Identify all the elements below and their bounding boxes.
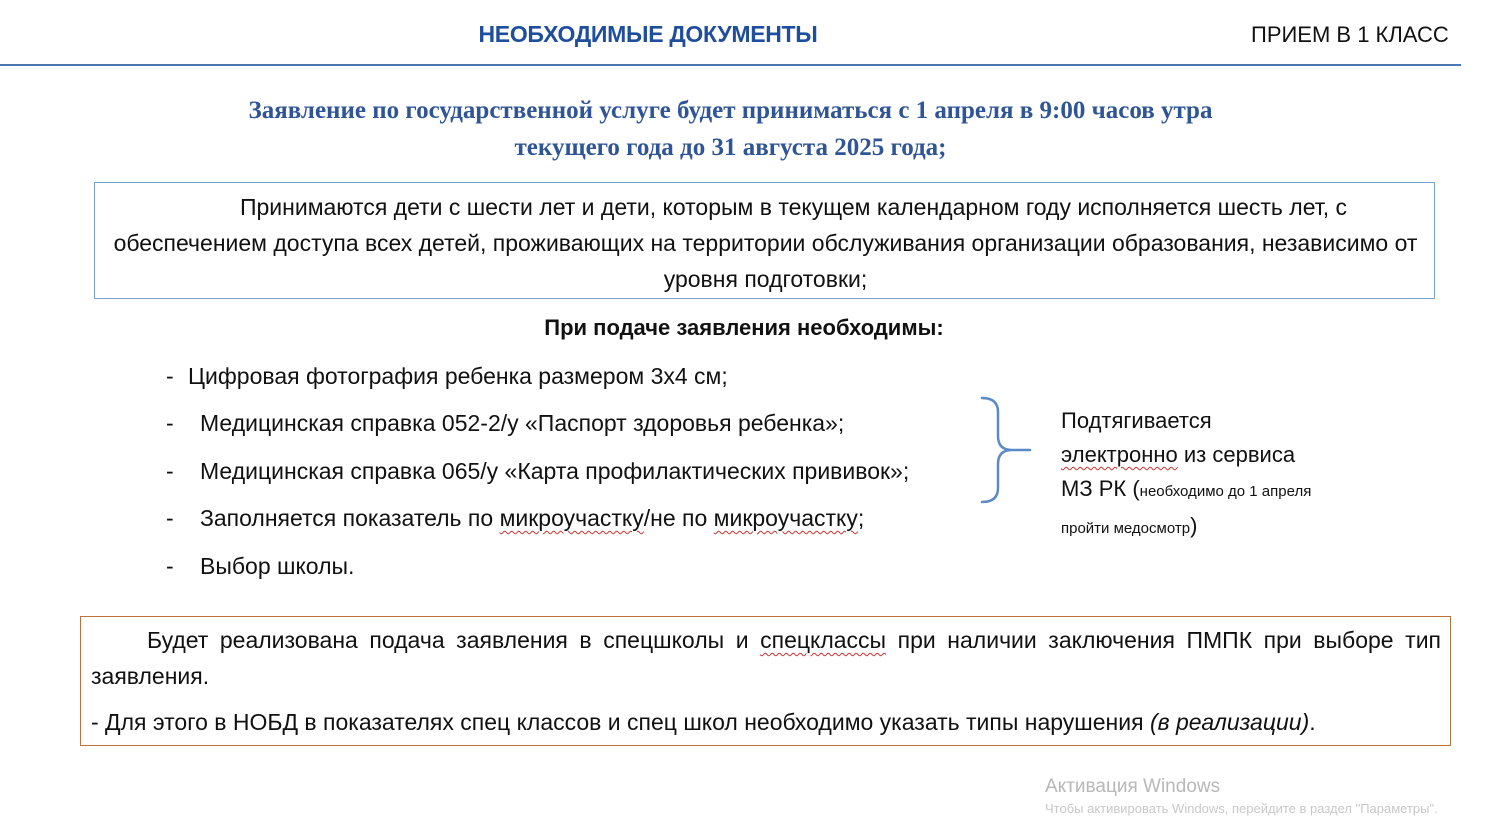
side-note-small-text: необходимо до 1 апреля bbox=[1139, 483, 1312, 500]
windows-activation-watermark: Активация Windows bbox=[1045, 776, 1221, 797]
side-note-line-2 bbox=[1061, 438, 1361, 472]
special-paragraph-2 bbox=[91, 706, 1441, 738]
spellcheck-word: спецклассы bbox=[760, 627, 887, 653]
section-label: ПРИЕМ В 1 КЛАСС bbox=[1251, 22, 1449, 47]
side-note-line-4 bbox=[1061, 509, 1361, 546]
list-item bbox=[166, 505, 864, 532]
list-item-text: Медицинская справка 065/у «Карта профилактических прививок»; bbox=[200, 458, 910, 484]
list-dash: - bbox=[166, 553, 174, 579]
side-note-line-3 bbox=[1061, 472, 1361, 509]
side-note-small-text: пройти медосмотр bbox=[1061, 520, 1191, 537]
notice-line-2: текущего года до 31 августа 2025 года; bbox=[514, 134, 947, 161]
list-dash: - bbox=[166, 363, 174, 389]
list-dash: - bbox=[166, 410, 174, 436]
side-note-close-paren: ) bbox=[1190, 513, 1198, 538]
list-item-text-pre: Заполняется показатель по bbox=[200, 505, 500, 531]
list-dash: - bbox=[166, 458, 174, 484]
list-dash: - bbox=[166, 505, 174, 531]
application-period-notice bbox=[0, 92, 1461, 166]
special-p1-pre: Будет реализована подача заявления в спецшколы и bbox=[147, 627, 761, 653]
list-item bbox=[166, 553, 354, 580]
special-paragraph-1 bbox=[91, 622, 1441, 694]
list-item-text: Выбор школы. bbox=[200, 553, 355, 579]
list-item-text-mid: /не по bbox=[643, 505, 714, 531]
special-p2-italic: (в реализации) bbox=[1149, 709, 1310, 735]
side-note-line-3-text: МЗ РК ( bbox=[1061, 476, 1140, 501]
special-p2-post: . bbox=[1309, 709, 1316, 735]
side-note-line-1: Подтягивается bbox=[1061, 408, 1212, 433]
curly-brace-icon bbox=[978, 396, 1038, 506]
special-p2-pre: - Для этого в НОБД в показателях спец классов и спец школ необходимо указать типы нарушения bbox=[91, 709, 1150, 735]
windows-activation-subtitle: Чтобы активировать Windows, перейдите в раздел "Параметры". bbox=[1045, 801, 1438, 816]
page-title: НЕОБХОДИМЫЕ ДОКУМЕНТЫ bbox=[478, 21, 818, 47]
notice-line-1: Заявление по государственной услуге будет приниматься с 1 апреля в 9:00 часов утра bbox=[248, 97, 1213, 124]
eligibility-text: Принимаются дети с шести лет и дети, которым в текущем календарном году исполняется шесть лет, с обеспечением доступа всех детей, проживающих на территории обслуживания организации образования, независимо от уровня подготовки; bbox=[113, 194, 1418, 292]
list-item bbox=[166, 458, 909, 485]
med-service-note bbox=[1061, 404, 1361, 546]
spellcheck-word: микроучастку bbox=[713, 505, 858, 531]
list-item-text: Медицинская справка 052-2/у «Паспорт здоровья ребенка»; bbox=[200, 410, 845, 436]
spellcheck-word: электронно bbox=[1061, 442, 1178, 467]
list-item-text-post: ; bbox=[857, 505, 865, 531]
list-item bbox=[166, 363, 728, 390]
special-p1-post: при наличии заключения ПМПК при выборе тип заявления. bbox=[91, 627, 1441, 689]
side-note-line-2-rest: из сервиса bbox=[1177, 442, 1296, 467]
header-divider bbox=[0, 64, 1461, 66]
eligibility-text-block bbox=[108, 189, 1423, 297]
spellcheck-word: микроучастку bbox=[499, 505, 644, 531]
list-item-text: Цифровая фотография ребенка размером 3х4 см; bbox=[188, 363, 728, 389]
requirements-title: При подаче заявления необходимы: bbox=[544, 315, 944, 340]
list-item bbox=[166, 410, 844, 437]
